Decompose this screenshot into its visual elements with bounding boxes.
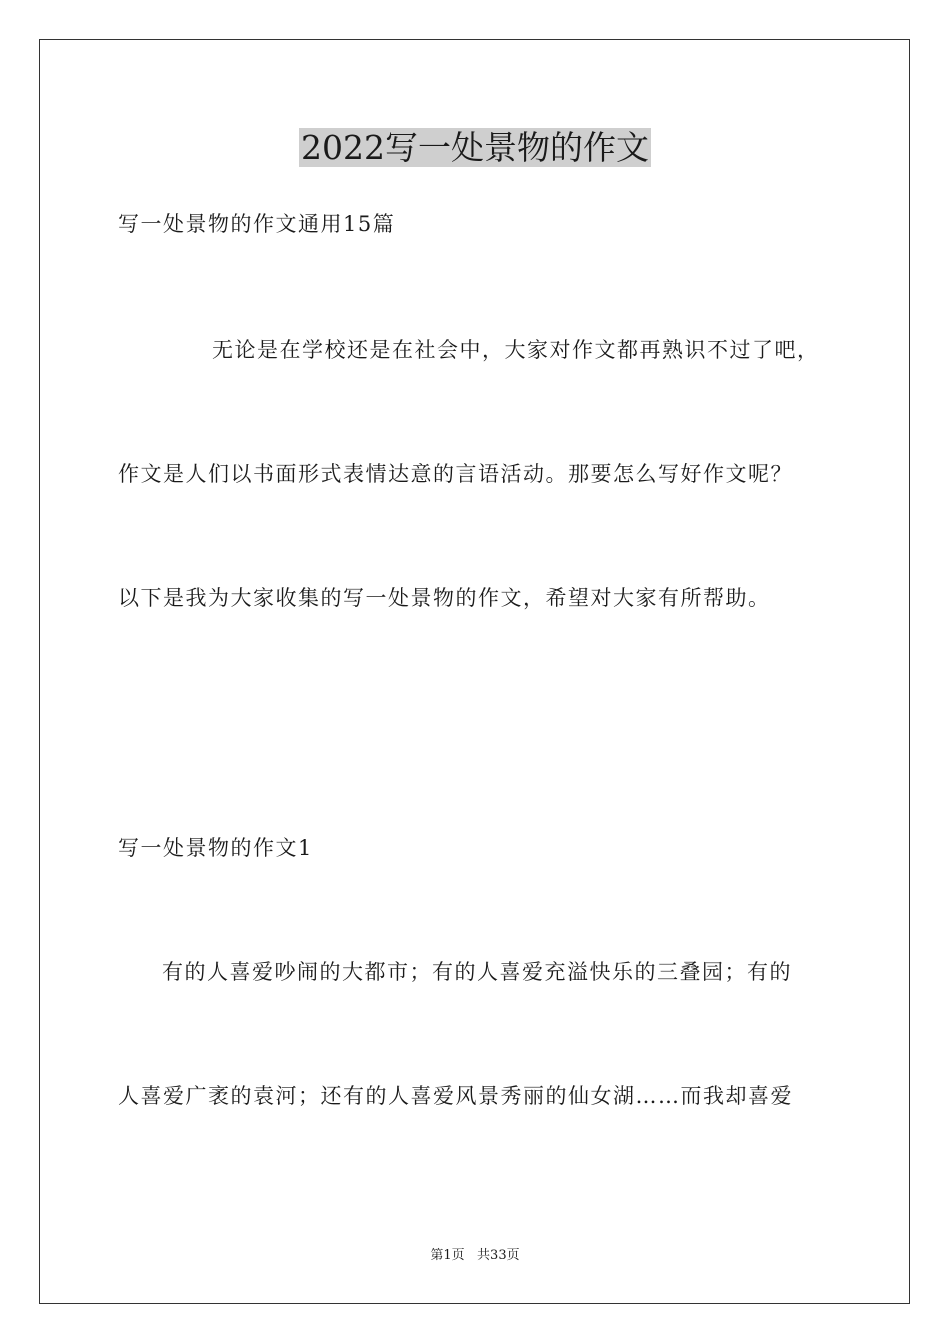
intro-paragraph-line: 以下是我为大家收集的写一处景物的作文，希望对大家有所帮助。 (118, 586, 771, 610)
intro-paragraph-line: 无论是在学校还是在社会中，大家对作文都再熟识不过了吧， (212, 338, 820, 362)
document-title (0, 128, 950, 168)
intro-paragraph-line: 作文是人们以书面形式表情达意的言语活动。那要怎么写好作文呢？ (118, 462, 793, 486)
body-paragraph-line: 有的人喜爱吵闹的大都市；有的人喜爱充溢快乐的三叠园；有的 (162, 960, 792, 984)
page-number-footer: 第1页 共33页 (430, 1248, 520, 1263)
section-heading: 写一处景物的作文1 (118, 836, 313, 860)
document-title-text: 2022写一处景物的作文 (301, 128, 649, 167)
document-subtitle: 写一处景物的作文通用15篇 (118, 212, 396, 236)
body-paragraph-line: 人喜爱广袤的袁河；还有的人喜爱风景秀丽的仙女湖……而我却喜爱 (118, 1084, 793, 1108)
